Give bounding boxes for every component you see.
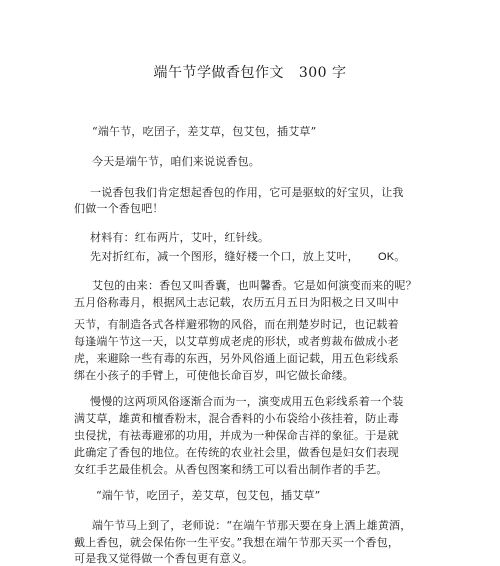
paragraph-line: OK。 <box>378 251 406 263</box>
paragraph-line: 满艾草，雄黄和檀香粉末，混合香料的小布袋给小孩挂着，防止毒 <box>74 412 399 425</box>
paragraph-line: 虫侵扰，有祛毒避邪的功用，并成为一种保命吉祥的象征。于是就 <box>74 429 399 442</box>
paragraph-line: 五月俗称毒月，根据风土志记载，农历五月五日为阳极之日又叫中 <box>74 296 399 309</box>
paragraph-line: 们做一个香包吧！ <box>74 202 164 215</box>
paragraph-line: 慢慢的这两项风俗逐渐合而为一，演变成用五色彩线系着一个装 <box>90 395 404 408</box>
document-title: 端午节学做香包作文 300 字 <box>153 65 347 81</box>
paragraph-line: 今天是端午节，咱们来说说香包。 <box>92 155 260 168</box>
paragraph-line: “端午节，吃囝子，差艾草，包艾包，插艾草” <box>92 125 317 138</box>
paragraph-line: 先对折红布，减一个图形，缝好楼一个口，放上艾叶， <box>90 250 359 263</box>
paragraph-line: 虎，来避除一些有毒的东西，另外风俗通上面记载，用五色彩线系 <box>74 352 399 365</box>
paragraph-line: 端午节马上到了，老师说：“在端午节那天要在身上洒上雄黄酒， <box>92 519 412 532</box>
paragraph-line: 每逢端午节这一天，以艾草剪成老虎的形状，或者剪裁布做成小老 <box>74 335 399 348</box>
paragraph-line: 绑在小孩子的手臂上，可使他长命百岁，叫它做长命缕。 <box>74 369 354 382</box>
paragraph-line: 天节，有制造各式各样避邪物的风俗，而在荆楚岁时记，也记载着 <box>74 318 399 331</box>
paragraph-line: 可是我又觉得做一个香包更有意义。 <box>74 552 254 565</box>
paragraph-line: 此确定了香包的地位。在传统的农业社会里，做香包是妇女们表现 <box>74 446 399 459</box>
paragraph-line: 女红手艺最佳机会。从香包图案和绣工可以看出制作者的手艺。 <box>74 463 388 476</box>
paragraph-line: “端午节，吃囝子，差艾草，包艾包，插艾草” <box>96 489 321 502</box>
paragraph-line: 戴上香包，就会保佑你一生平安。”我想在端午节那天买一个香包， <box>74 536 400 549</box>
paragraph-line: 一说香包我们肯定想起香包的作用，它可是驱蚊的好宝贝，让我 <box>90 186 404 199</box>
paragraph-line: 艾包的由来：香包又叫香囊，也叫馨香。它是如何演变而来的呢？ <box>92 279 417 292</box>
paragraph-line: 材料有：红布两片，艾叶，红针线。 <box>90 231 270 244</box>
